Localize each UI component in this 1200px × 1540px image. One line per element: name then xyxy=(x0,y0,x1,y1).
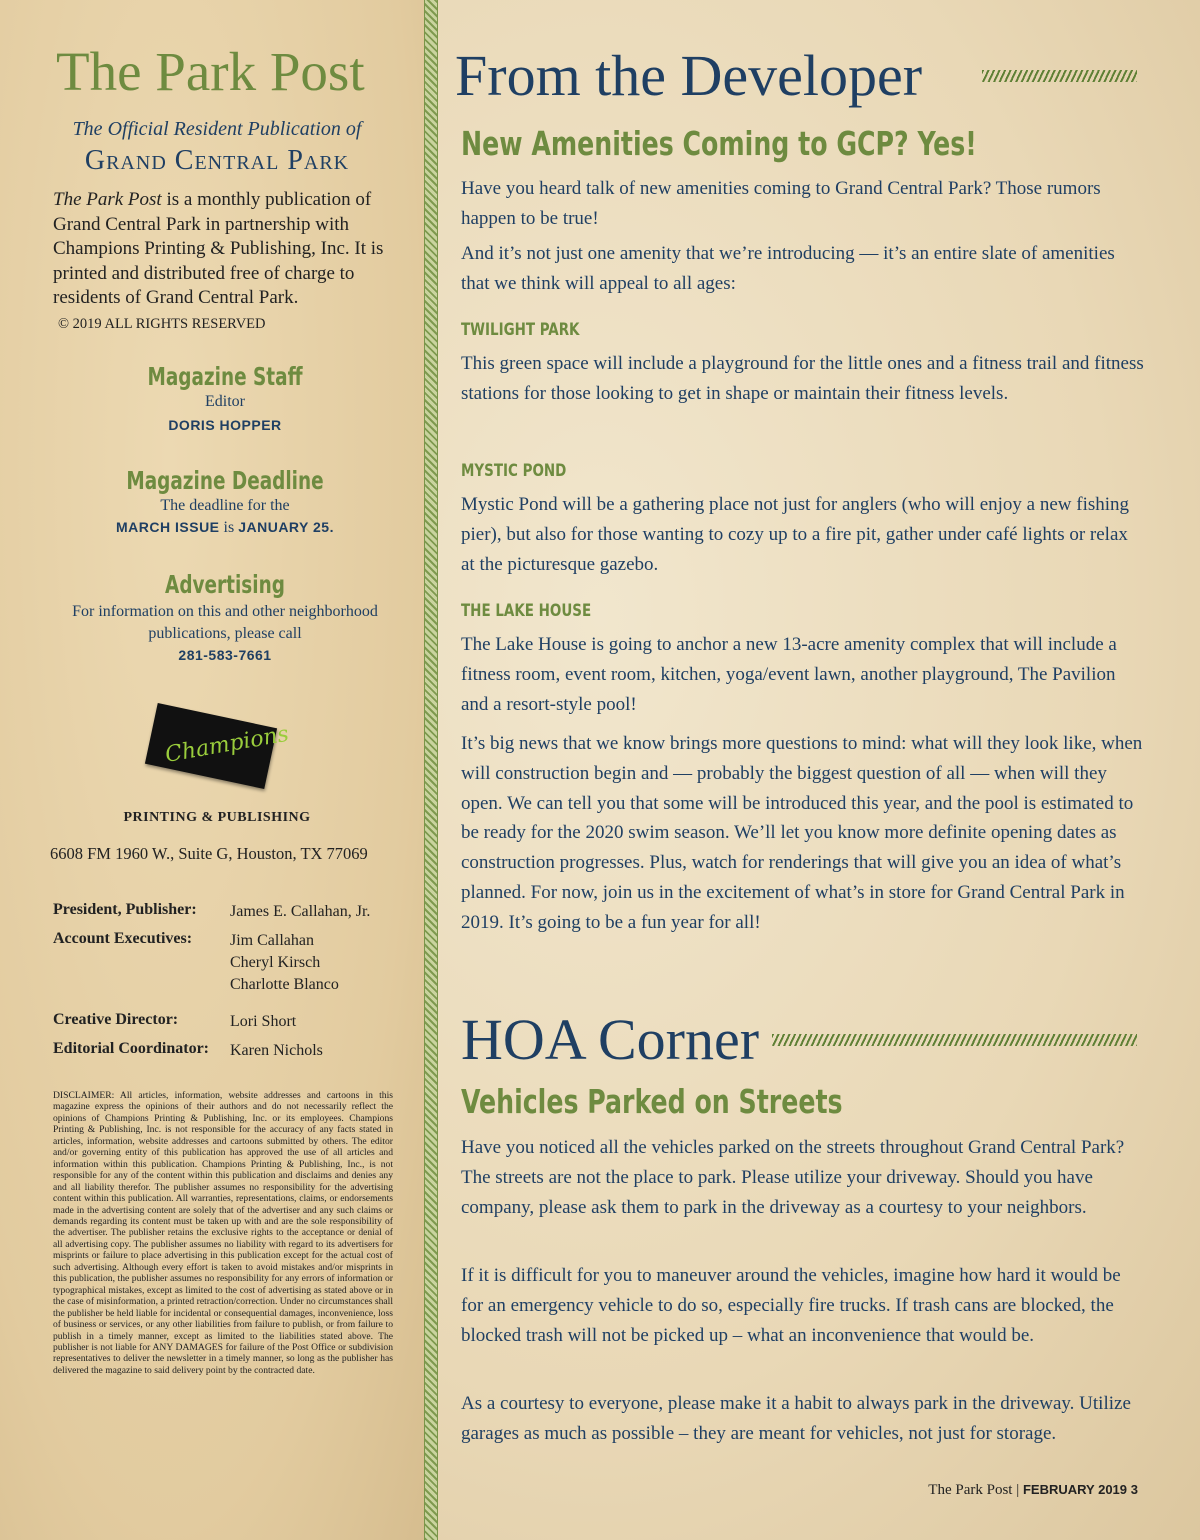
phone-number: 281-583-7661 xyxy=(178,647,272,663)
footer-issue: FEBRUARY 2019 xyxy=(1022,1482,1128,1497)
address: 6608 FM 1960 W., Suite G, Houston, TX 77069 xyxy=(50,844,368,863)
about-title: The Park Post xyxy=(53,189,162,210)
hoa-paragraph: Have you noticed all the vehicles parked on the streets throughout Grand Central Park? The streets are not the place to park. Please utilize your driveway. Should you have company, please ask them to park in the driveway as a courtesy to your neighbors. xyxy=(461,1137,1125,1218)
staff-section xyxy=(40,362,410,433)
advertising-section xyxy=(40,570,410,663)
tagline: The Official Resident Publication of xyxy=(72,118,362,140)
title-rule xyxy=(982,70,1137,82)
developer-headline: New Amenities Coming to GCP? Yes! xyxy=(461,124,977,163)
staff-value: Lori Short xyxy=(230,1013,297,1030)
twilight-park-heading: TWILIGHT PARK xyxy=(461,320,580,340)
copyright: © 2019 ALL RIGHTS RESERVED xyxy=(58,316,266,332)
mystic-pond-text: Mystic Pond will be a gathering place not just for anglers (who will enjoy a new fishing pier), but also for those wanting to cozy up to a fire pit, gather under café lights or relax at the picturesque gazebo. xyxy=(461,494,1130,575)
deadline-heading: Magazine Deadline xyxy=(126,466,324,495)
deadline-is: is xyxy=(219,519,239,536)
page-number: 3 xyxy=(1130,1482,1138,1497)
hoa-paragraph: If it is difficult for you to maneuver around the vehicles, imagine how hard it would be for an emergency vehicle to do so, especially fire trucks. If trash cans are blocked, the blocked trash will not be picked up – what an inconvenience that would be. xyxy=(461,1265,1121,1346)
twilight-park-text: This green space will include a playground for the little ones and a fitness trail and fitness stations for those looking to get in shape or maintain their fitness levels. xyxy=(461,353,1144,404)
developer-closing: It’s big news that we know brings more questions to mind: what will they look like, when will construction begin and — probably the biggest question of all — when will they open. We can tell you that some will be introduced this year, and the pool is estimated to be ready for the 2020 swim season. We’ll let you know more definite opening dates as construction progresses. Plus, watch for renderings that will give you an idea of what’s planned. For now, join us in the excitement of what’s in store for Grand Central Park in 2019. It’s going to be a fun year for all! xyxy=(461,733,1143,933)
deadline-text: The deadline for the xyxy=(160,497,290,514)
hoa-paragraph: As a courtesy to everyone, please make it a habit to always park in the driveway. Utilize garages as much as possible – they are meant for vehicles, not just for storage. xyxy=(461,1393,1131,1444)
editor-name: DORIS HOPPER xyxy=(168,417,282,433)
column-divider xyxy=(424,0,438,1540)
deadline-section xyxy=(40,466,410,537)
deadline-line xyxy=(40,519,410,537)
hoa-title-rule xyxy=(772,1034,1137,1046)
staff-label: Creative Director: xyxy=(53,1011,179,1028)
advertising-heading: Advertising xyxy=(165,570,285,599)
staff-label: Account Executives: xyxy=(53,930,193,947)
developer-paragraph: And it’s not just one amenity that we’re introducing — it’s an entire slate of amenities that we think will appeal to all ages: xyxy=(461,243,1115,294)
hoa-headline: Vehicles Parked on Streets xyxy=(461,1082,843,1121)
lake-house-text: The Lake House is going to anchor a new 13-acre amenity complex that will include a fitness room, event room, kitchen, yoga/event lawn, another playground, The Pavilion and a resort-style pool! xyxy=(461,634,1117,715)
deadline-date: JANUARY 25. xyxy=(238,519,334,535)
staff-label: Editorial Coordinator: xyxy=(53,1040,209,1057)
masthead: The Park Post xyxy=(56,41,365,102)
mystic-pond-heading: MYSTIC POND xyxy=(461,461,567,481)
footer-publication: The Park Post xyxy=(928,1482,1013,1498)
footer-separator: | xyxy=(1012,1482,1023,1498)
editor-label: Editor xyxy=(205,393,245,410)
hoa-title: HOA Corner xyxy=(461,1007,760,1072)
developer-paragraph: Have you heard talk of new amenities coming to Grand Central Park? Those rumors happen to be true! xyxy=(461,178,1101,229)
developer-title: From the Developer xyxy=(455,43,923,108)
logo-text: Champions xyxy=(163,721,291,768)
staff-label: President, Publisher: xyxy=(53,901,197,918)
advertising-text: For information on this and other neighborhood publications, please call xyxy=(72,603,378,642)
about-body: is a monthly publication of Grand Central Park in partnership with Champions Printing & Publishing, Inc. It is printed and distributed free of charge to residents of Grand Central Park. xyxy=(53,189,384,308)
staff-value: James E. Callahan, Jr. xyxy=(230,903,371,920)
lake-house-heading: THE LAKE HOUSE xyxy=(461,601,592,621)
about-text xyxy=(53,188,393,311)
community-name: Grand Central Park xyxy=(84,145,350,176)
disclaimer: DISCLAIMER: All articles, information, website addresses and cartoons in this magazine express the opinions of their authors and do not necessarily reflect the opinions of Champions Printing & Publishing, Inc. or its employees. Champions Printing & Publishing, Inc. is not responsible for the accuracy of any facts stated in articles, information, website addresses and cartoons submitted by others. The editor and/or governing entity of this publication has approved the use of all articles and information within this publication. Champions Printing & Publishing, Inc., is not responsible for any of the content within this publication and disclaims and denies any and all liability therefor. The publisher assumes no responsibility for the advertising content within this publication. All warranties, representations, claims, or endorsements made in the advertising content are solely that of the advertiser and any such claims or demands regarding its content must be taken up with and are the sole responsibility of the advertiser. The publisher retains the exclusive rights to the acceptance or denial of all advertising copy. The publisher assumes no liability with regard to its advertisers for misprints or failure to place advertising in this publication except for the actual cost of such advertising. Although every effort is taken to avoid mistakes and/or misprints in this publication, the publisher assumes no responsibility for any errors of information or typographical mistakes, except as limited to the cost of advertising as stated above or in the case of misinformation, a printed retraction/correction. Under no circumstances shall the publisher be held liable for incidental or consequential damages, inconvenience, loss of business or services, or any other liabilities from failure to publish, or from failure to publish in a timely manner, except as limited to the liabilities stated above. The publisher is not liable for ANY DAMAGES for failure of the Post Office or subdivision representatives to deliver the newsletter in a timely manner, so long as the publisher has delivered the magazine to said delivery point by the contracted date. xyxy=(53,1090,393,1376)
staff-heading: Magazine Staff xyxy=(147,362,303,391)
deadline-issue: MARCH ISSUE xyxy=(116,519,220,535)
staff-value: Karen Nichols xyxy=(230,1042,323,1059)
staff-value: Jim Callahan Cheryl Kirsch Charlotte Blanco xyxy=(230,932,339,993)
page-footer xyxy=(928,1482,1138,1499)
logo-subtitle: PRINTING & PUBLISHING xyxy=(123,810,311,825)
